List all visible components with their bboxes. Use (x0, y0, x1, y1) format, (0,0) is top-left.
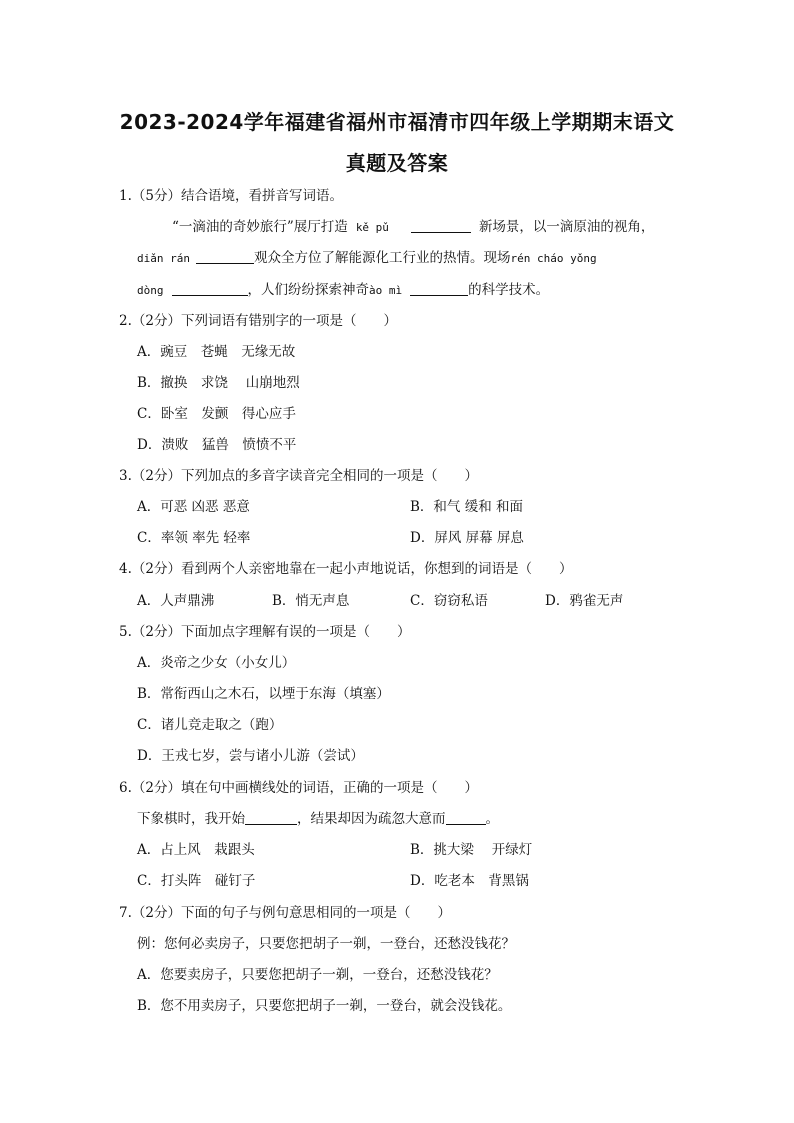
question-6-stem: 6.（2分）填在句中画横线处的词语，正确的一项是（ ） (119, 780, 478, 796)
q3-option-c[interactable]: C．率领 率先 轻率 (137, 530, 251, 546)
q2-option-b[interactable]: B．撤换 求饶 山崩地烈 (137, 375, 300, 391)
q1-pinyin-2: diǎn rán (137, 252, 190, 265)
question-1-line-1 (172, 217, 654, 238)
q6-option-c[interactable]: C．打头阵 碰钉子 (137, 873, 256, 889)
q1-text-e: 的科学技术。 (468, 282, 550, 298)
answer-blank[interactable] (411, 218, 471, 233)
q3-option-d[interactable]: D．屏风 屏幕 屏息 (410, 530, 524, 546)
q6-text-b: ，结果却因为疏忽大意而 (297, 811, 446, 827)
q3-option-a[interactable]: A．可恶 凶恶 恶意 (137, 499, 250, 515)
q6-text-c: 。 (485, 811, 499, 827)
question-3-stem: 3.（2分）下列加点的多音字读音完全相同的一项是（ ） (119, 468, 478, 484)
q4-option-c[interactable]: C．窃窃私语 (410, 593, 488, 609)
q6-option-a[interactable]: A．占上风 栽跟头 (137, 842, 255, 858)
q6-option-b[interactable]: B．挑大梁 开绿灯 (410, 842, 533, 858)
q4-option-a[interactable]: A．人声鼎沸 (137, 593, 215, 609)
page-subtitle: 真题及答案 (345, 151, 449, 175)
q4-option-b[interactable]: B．悄无声息 (272, 593, 350, 609)
q2-option-d[interactable]: D．溃败 猛兽 愤愤不平 (137, 437, 297, 453)
question-1-line-2 (137, 248, 597, 269)
q7-example: 例：您何必卖房子，只要您把胡子一剃，一登台，还愁没钱花？ (137, 936, 515, 952)
question-1-stem: 1.（5分）结合语境，看拼音写词语。 (119, 188, 343, 204)
answer-blank[interactable] (410, 281, 468, 296)
question-2-stem: 2.（2分）下列词语有错别字的一项是（ ） (119, 313, 397, 329)
q4-option-d[interactable]: D．鸦雀无声 (545, 593, 624, 609)
q3-option-b[interactable]: B．和气 缓和 和面 (410, 499, 524, 515)
q2-option-a[interactable]: A．豌豆 苍蝇 无缘无故 (137, 344, 296, 360)
q1-pinyin-4: ào mì (369, 284, 403, 297)
question-4-stem: 4.（2分）看到两个人亲密地靠在一起小声地说话，你想到的词语是（ ） (119, 561, 573, 577)
question-7-stem: 7.（2分）下面的句子与例句意思相同的一项是（ ） (119, 905, 451, 921)
answer-blank[interactable] (446, 810, 486, 825)
q1-text-b: 新场景，以一滴原油的视角， (478, 219, 655, 235)
q1-text-c: 观众全方位了解能源化工行业的热情。现场 (253, 250, 511, 266)
q6-text-a: 下象棋时，我开始 (137, 811, 245, 827)
q1-pinyin-3: rén cháo yǒng (510, 252, 597, 265)
q5-option-c[interactable]: C．诸儿竞走取之（跑） (137, 717, 283, 733)
page-title: 2023-2024学年福建省福州市福清市四年级上学期期末语文 (119, 110, 675, 134)
q6-sentence (137, 809, 499, 829)
q5-option-d[interactable]: D．王戎七岁，尝与诸小儿游（尝试） (137, 748, 364, 764)
answer-blank[interactable] (172, 281, 248, 296)
question-1-line-3 (137, 280, 549, 301)
q1-text-a: “一滴油的奇妙旅行”展厅打造 (172, 219, 348, 235)
q1-pinyin-1: kě pǔ (355, 221, 389, 234)
q1-pinyin-3b: dòng (137, 284, 164, 297)
q5-option-a[interactable]: A．炎帝之少女（小女儿） (137, 655, 296, 671)
q7-option-b[interactable]: B．您不用卖房子，只要您把胡子一剃，一登台，就会没钱花。 (137, 998, 512, 1014)
q5-option-b[interactable]: B．常衔西山之木石，以堙于东海（填塞） (137, 686, 390, 702)
q7-option-a[interactable]: A．您要卖房子，只要您把胡子一剃，一登台，还愁没钱花？ (137, 967, 498, 983)
question-5-stem: 5.（2分）下面加点字理解有误的一项是（ ） (119, 624, 411, 640)
q1-text-d: ，人们纷纷探索神奇 (247, 282, 369, 298)
answer-blank[interactable] (245, 810, 297, 825)
q6-option-d[interactable]: D．吃老本 背黑锅 (410, 873, 529, 889)
q2-option-c[interactable]: C．卧室 发颤 得心应手 (137, 406, 296, 422)
answer-blank[interactable] (196, 249, 254, 264)
